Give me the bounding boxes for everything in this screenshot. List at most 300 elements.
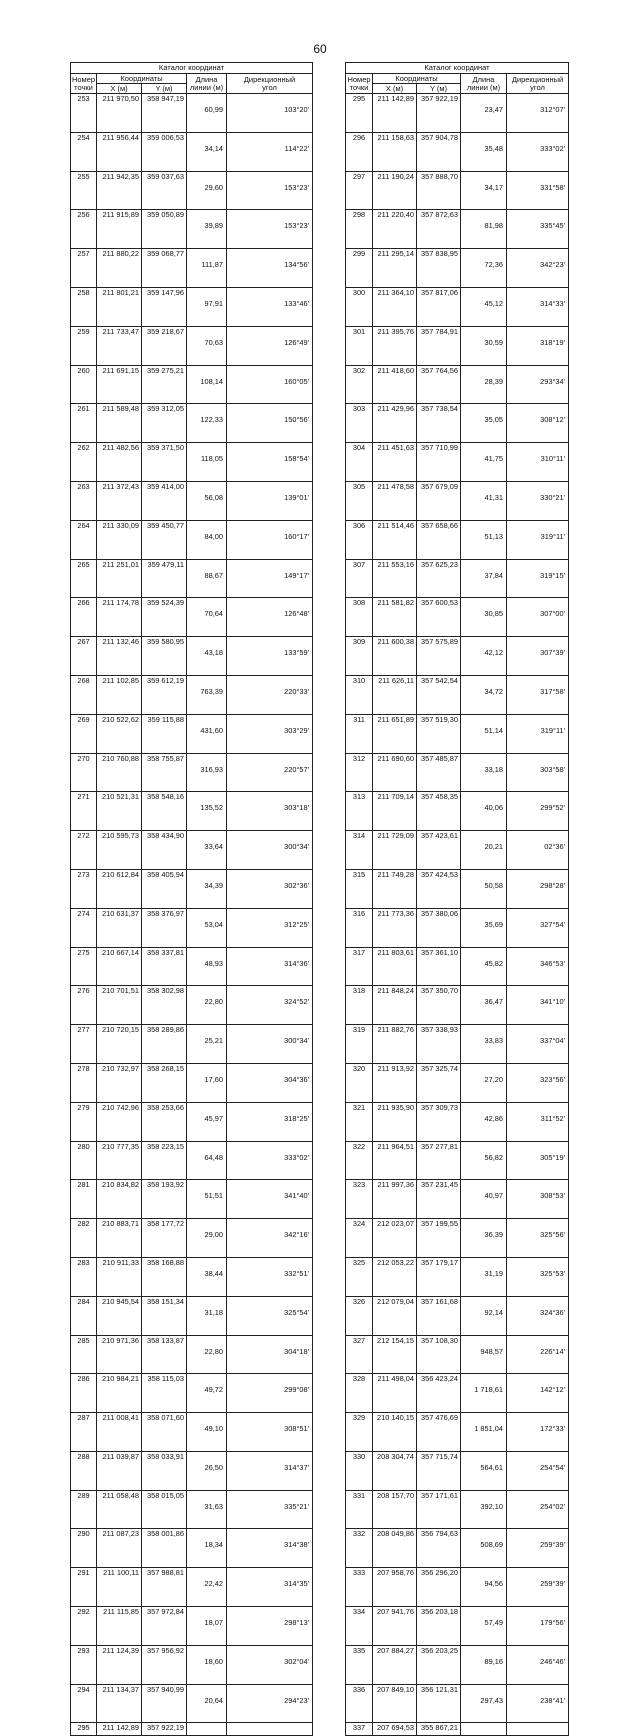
bearing-cell: 299°08': [227, 1374, 313, 1413]
x-coordinate-cell: 211 115,85: [97, 1607, 142, 1646]
point-number-cell: 307: [346, 559, 373, 598]
line-length-cell: 40,06: [461, 792, 507, 831]
line-length-cell: 763,39: [187, 675, 227, 714]
line-length-cell: 53,04: [187, 908, 227, 947]
table-row: [71, 1257, 313, 1296]
y-coordinate-cell: 357 888,70: [417, 171, 461, 210]
line-length-cell: 81,98: [461, 210, 507, 249]
y-coordinate-cell: 357 817,06: [417, 287, 461, 326]
table-row: [346, 1025, 569, 1064]
x-coordinate-cell: 212 023,07: [373, 1219, 417, 1258]
x-coordinate-cell: 211 691,15: [97, 365, 142, 404]
x-coordinate-cell: 211 039,87: [97, 1451, 142, 1490]
point-number-cell: 259: [71, 326, 97, 365]
x-coordinate-cell: 210 834,82: [97, 1180, 142, 1219]
y-coordinate-cell: 358 033,91: [142, 1451, 187, 1490]
table-row: [346, 1180, 569, 1219]
bearing-cell: 314°36': [227, 947, 313, 986]
bearing-cell: 341°10': [507, 986, 569, 1025]
line-length-cell: 25,21: [187, 1025, 227, 1064]
table-row: [71, 1102, 313, 1141]
line-length-cell: 36,47: [461, 986, 507, 1025]
point-number-cell: 304: [346, 443, 373, 482]
x-coordinate-cell: 211 395,76: [373, 326, 417, 365]
y-coordinate-cell: 358 223,15: [142, 1141, 187, 1180]
line-length-cell: 94,56: [461, 1568, 507, 1607]
point-number-cell: 279: [71, 1102, 97, 1141]
coordinate-catalog-right: [345, 62, 569, 1736]
x-coordinate-cell: 211 087,23: [97, 1529, 142, 1568]
bearing-cell: 325°54': [227, 1296, 313, 1335]
x-coordinate-cell: 211 158,63: [373, 132, 417, 171]
line-length-cell: 135,52: [187, 792, 227, 831]
x-coordinate-cell: 210 522,62: [97, 714, 142, 753]
line-length-cell: 22,80: [187, 986, 227, 1025]
y-coordinate-cell: 357 679,09: [417, 481, 461, 520]
y-coordinate-cell: 357 764,56: [417, 365, 461, 404]
point-number-cell: 311: [346, 714, 373, 753]
x-coordinate-cell: 207 884,27: [373, 1645, 417, 1684]
bearing-cell: 325°53': [507, 1257, 569, 1296]
line-length-cell: 20,21: [461, 831, 507, 870]
point-number-cell: 314: [346, 831, 373, 870]
y-coordinate-cell: 359 050,89: [142, 210, 187, 249]
point-number-cell: 260: [71, 365, 97, 404]
point-number-cell: 275: [71, 947, 97, 986]
x-coordinate-cell: 211 498,04: [373, 1374, 417, 1413]
point-number-cell: 266: [71, 598, 97, 637]
bearing-cell: 314°35': [227, 1568, 313, 1607]
table-row: [346, 1374, 569, 1413]
line-length-cell: [461, 1723, 507, 1736]
x-coordinate-cell: 211 803,61: [373, 947, 417, 986]
bearing-cell: 346°53': [507, 947, 569, 986]
point-number-cell: 294: [71, 1684, 97, 1723]
line-length-cell: 33,64: [187, 831, 227, 870]
table-row: [71, 1025, 313, 1064]
point-number-cell: 262: [71, 443, 97, 482]
table-row: [71, 675, 313, 714]
line-length-cell: 56,08: [187, 481, 227, 520]
bearing-cell: 139°01': [227, 481, 313, 520]
bearing-cell: 226°14': [507, 1335, 569, 1374]
bearing-cell: 304°36': [227, 1063, 313, 1102]
line-length-cell: 51,14: [461, 714, 507, 753]
point-number-cell: 306: [346, 520, 373, 559]
x-coordinate-cell: 210 612,84: [97, 869, 142, 908]
bearing-cell: 220°33': [227, 675, 313, 714]
y-coordinate-cell: 359 115,88: [142, 714, 187, 753]
bearing-cell: 302°04': [227, 1645, 313, 1684]
point-number-cell: 295: [346, 94, 373, 133]
line-length-cell: 43,18: [187, 637, 227, 676]
y-coordinate-cell: 357 838,95: [417, 249, 461, 288]
x-coordinate-cell: 211 733,47: [97, 326, 142, 365]
x-coordinate-cell: 210 701,51: [97, 986, 142, 1025]
bearing-cell: 303°29': [227, 714, 313, 753]
point-number-cell: 333: [346, 1568, 373, 1607]
line-length-cell: [187, 1723, 227, 1736]
y-coordinate-cell: 359 006,53: [142, 132, 187, 171]
line-length-cell: 1 718,61: [461, 1374, 507, 1413]
point-number-cell: 326: [346, 1296, 373, 1335]
table-row: [346, 1102, 569, 1141]
bearing-cell: 312°25': [227, 908, 313, 947]
x-coordinate-cell: 211 429,96: [373, 404, 417, 443]
table-row: [346, 1529, 569, 1568]
line-length-cell: 45,97: [187, 1102, 227, 1141]
table-row: [71, 986, 313, 1025]
x-coordinate-cell: 207 958,76: [373, 1568, 417, 1607]
y-coordinate-cell: 358 337,81: [142, 947, 187, 986]
x-coordinate-cell: 210 760,88: [97, 753, 142, 792]
x-coordinate-cell: 211 690,60: [373, 753, 417, 792]
table-row: [71, 1063, 313, 1102]
table-row: [346, 831, 569, 870]
table-row: [71, 1607, 313, 1646]
y-coordinate-cell: 357 485,87: [417, 753, 461, 792]
table-row: [71, 1451, 313, 1490]
table-row: [346, 1607, 569, 1646]
x-coordinate-cell: 211 970,50: [97, 94, 142, 133]
y-coordinate-cell: 358 434,90: [142, 831, 187, 870]
x-coordinate-cell: 210 595,73: [97, 831, 142, 870]
bearing-cell: 337°04': [507, 1025, 569, 1064]
table-row: [71, 365, 313, 404]
point-number-cell: 322: [346, 1141, 373, 1180]
bearing-cell: 333°02': [507, 132, 569, 171]
bearing-cell: 160°05': [227, 365, 313, 404]
table-row: [346, 869, 569, 908]
bearing-cell: 238°41': [507, 1684, 569, 1723]
table-row: [71, 869, 313, 908]
bearing-cell: 303°58': [507, 753, 569, 792]
table-row: [71, 210, 313, 249]
line-length-cell: 60,99: [187, 94, 227, 133]
table-row: [346, 94, 569, 133]
line-length-cell: 431,60: [187, 714, 227, 753]
line-length-cell: 35,05: [461, 404, 507, 443]
bearing-cell: 150°56': [227, 404, 313, 443]
table-row: [71, 520, 313, 559]
point-number-cell: 319: [346, 1025, 373, 1064]
table-row: [346, 1219, 569, 1258]
line-length-cell: 18,07: [187, 1607, 227, 1646]
x-coordinate-cell: 210 911,33: [97, 1257, 142, 1296]
x-header: X (м): [97, 84, 142, 94]
bearing-cell: 305°19': [507, 1141, 569, 1180]
x-coordinate-cell: 211 132,46: [97, 637, 142, 676]
line-length-cell: 20,64: [187, 1684, 227, 1723]
line-length-cell: 108,14: [187, 365, 227, 404]
y-coordinate-cell: 359 414,00: [142, 481, 187, 520]
y-coordinate-cell: 359 450,77: [142, 520, 187, 559]
x-coordinate-cell: 207 694,53: [373, 1723, 417, 1736]
bearing-cell: 319°15': [507, 559, 569, 598]
x-coordinate-cell: 211 553,16: [373, 559, 417, 598]
bearing-cell: 341°40': [227, 1180, 313, 1219]
x-coordinate-cell: 211 142,89: [373, 94, 417, 133]
line-length-cell: 89,16: [461, 1645, 507, 1684]
line-length-cell: 51,51: [187, 1180, 227, 1219]
x-coordinate-cell: 211 915,89: [97, 210, 142, 249]
x-coordinate-cell: 211 964,51: [373, 1141, 417, 1180]
bearing-cell: 220°57': [227, 753, 313, 792]
y-coordinate-cell: 357 988,81: [142, 1568, 187, 1607]
x-coordinate-cell: 211 942,35: [97, 171, 142, 210]
y-coordinate-cell: 359 371,50: [142, 443, 187, 482]
x-coordinate-cell: 208 304,74: [373, 1451, 417, 1490]
table-row: [346, 404, 569, 443]
line-length-cell: 33,83: [461, 1025, 507, 1064]
bearing-cell: 310°11': [507, 443, 569, 482]
point-number-cell: 295: [71, 1723, 97, 1736]
line-length-cell: 564,61: [461, 1451, 507, 1490]
point-number-cell: 286: [71, 1374, 97, 1413]
line-length-cell: 316,93: [187, 753, 227, 792]
line-length-cell: 45,82: [461, 947, 507, 986]
point-number-cell: 320: [346, 1063, 373, 1102]
y-coordinate-cell: 357 179,17: [417, 1257, 461, 1296]
line-length-cell: 41,31: [461, 481, 507, 520]
bearing-cell: 254°02': [507, 1490, 569, 1529]
x-coordinate-cell: 211 589,48: [97, 404, 142, 443]
bearing-cell: 318°25': [227, 1102, 313, 1141]
line-length-cell: 42,86: [461, 1102, 507, 1141]
y-coordinate-cell: 357 625,23: [417, 559, 461, 598]
x-coordinate-cell: 211 174,78: [97, 598, 142, 637]
y-coordinate-cell: 357 872,63: [417, 210, 461, 249]
x-coordinate-cell: 211 102,85: [97, 675, 142, 714]
bearing-header: Дирекционный угол: [507, 74, 569, 94]
x-coordinate-cell: 210 667,14: [97, 947, 142, 986]
point-number-cell: 305: [346, 481, 373, 520]
point-number-cell: 334: [346, 1607, 373, 1646]
point-number-cell: 283: [71, 1257, 97, 1296]
point-number-cell: 316: [346, 908, 373, 947]
x-coordinate-cell: 212 053,22: [373, 1257, 417, 1296]
point-number-cell: 282: [71, 1219, 97, 1258]
point-number-cell: 327: [346, 1335, 373, 1374]
line-length-cell: 92,14: [461, 1296, 507, 1335]
table-row: [71, 947, 313, 986]
x-coordinate-cell: 211 514,46: [373, 520, 417, 559]
line-length-cell: 392,10: [461, 1490, 507, 1529]
point-number-cell: 264: [71, 520, 97, 559]
y-coordinate-cell: 359 275,21: [142, 365, 187, 404]
x-coordinate-cell: 208 157,70: [373, 1490, 417, 1529]
y-coordinate-cell: 357 738,54: [417, 404, 461, 443]
line-length-cell: 22,80: [187, 1335, 227, 1374]
point-number-cell: 324: [346, 1219, 373, 1258]
point-number-cell: 332: [346, 1529, 373, 1568]
y-coordinate-cell: 359 479,11: [142, 559, 187, 598]
table-row: [346, 1451, 569, 1490]
point-number-cell: 254: [71, 132, 97, 171]
table-row: [71, 287, 313, 326]
point-number-cell: 289: [71, 1490, 97, 1529]
table-row: [346, 598, 569, 637]
line-length-cell: 27,20: [461, 1063, 507, 1102]
catalog-caption: Каталог координат: [71, 63, 313, 74]
x-coordinate-cell: 211 482,56: [97, 443, 142, 482]
y-coordinate-cell: 358 151,34: [142, 1296, 187, 1335]
point-number-cell: 301: [346, 326, 373, 365]
table-row: [71, 1180, 313, 1219]
table-row: [346, 1568, 569, 1607]
y-coordinate-cell: 358 177,72: [142, 1219, 187, 1258]
bearing-cell: 324°52': [227, 986, 313, 1025]
point-number-cell: 297: [346, 171, 373, 210]
table-row: [346, 908, 569, 947]
line-length-cell: 41,75: [461, 443, 507, 482]
y-coordinate-cell: 358 253,66: [142, 1102, 187, 1141]
y-coordinate-cell: 357 277,81: [417, 1141, 461, 1180]
y-coordinate-cell: 357 458,35: [417, 792, 461, 831]
y-coordinate-cell: 357 199,55: [417, 1219, 461, 1258]
point-number-cell: 273: [71, 869, 97, 908]
point-number-cell: 315: [346, 869, 373, 908]
bearing-cell: 330°21': [507, 481, 569, 520]
table-row: [346, 1645, 569, 1684]
point-number-cell: 299: [346, 249, 373, 288]
x-coordinate-cell: 211 372,43: [97, 481, 142, 520]
bearing-cell: 311°52': [507, 1102, 569, 1141]
line-length-cell: 72,36: [461, 249, 507, 288]
bearing-cell: 307°39': [507, 637, 569, 676]
bearing-cell: 133°59': [227, 637, 313, 676]
x-coordinate-cell: 211 134,37: [97, 1684, 142, 1723]
x-coordinate-cell: 211 418,60: [373, 365, 417, 404]
bearing-cell: 308°51': [227, 1413, 313, 1452]
table-row: [71, 1141, 313, 1180]
bearing-cell: 293°34': [507, 365, 569, 404]
line-length-cell: 48,93: [187, 947, 227, 986]
y-coordinate-cell: 357 171,61: [417, 1490, 461, 1529]
point-number-cell: 325: [346, 1257, 373, 1296]
y-coordinate-cell: 357 338,93: [417, 1025, 461, 1064]
line-length-header: Длина линии (м): [187, 74, 227, 94]
bearing-cell: 335°45': [507, 210, 569, 249]
table-row: [346, 1413, 569, 1452]
x-coordinate-cell: 211 848,24: [373, 986, 417, 1025]
y-coordinate-cell: 358 548,16: [142, 792, 187, 831]
point-number-cell: 269: [71, 714, 97, 753]
x-coordinate-cell: 210 984,21: [97, 1374, 142, 1413]
y-coordinate-cell: 359 580,95: [142, 637, 187, 676]
table-row: [71, 753, 313, 792]
y-coordinate-cell: 358 947,19: [142, 94, 187, 133]
line-length-cell: 118,05: [187, 443, 227, 482]
y-coordinate-cell: 358 302,98: [142, 986, 187, 1025]
bearing-cell: 172°33': [507, 1413, 569, 1452]
bearing-cell: 335°21': [227, 1490, 313, 1529]
point-number-cell: 308: [346, 598, 373, 637]
y-coordinate-cell: 357 380,06: [417, 908, 461, 947]
y-coordinate-cell: 358 071,60: [142, 1413, 187, 1452]
line-length-cell: 51,13: [461, 520, 507, 559]
point-number-cell: 263: [71, 481, 97, 520]
bearing-cell: [227, 1723, 313, 1736]
line-length-cell: 42,12: [461, 637, 507, 676]
line-length-cell: 508,69: [461, 1529, 507, 1568]
table-row: [346, 753, 569, 792]
bearing-cell: 134°56': [227, 249, 313, 288]
y-coordinate-cell: 359 218,67: [142, 326, 187, 365]
y-coordinate-cell: 359 147,96: [142, 287, 187, 326]
line-length-cell: 28,39: [461, 365, 507, 404]
table-row: [346, 637, 569, 676]
bearing-cell: 294°23': [227, 1684, 313, 1723]
line-length-cell: 35,48: [461, 132, 507, 171]
line-length-cell: 39,89: [187, 210, 227, 249]
table-row: [346, 1296, 569, 1335]
x-coordinate-cell: 211 330,09: [97, 520, 142, 559]
bearing-cell: 319°11': [507, 520, 569, 559]
table-row: [71, 171, 313, 210]
table-row: [71, 1723, 313, 1736]
point-number-cell: 257: [71, 249, 97, 288]
table-row: [346, 326, 569, 365]
point-number-cell: 317: [346, 947, 373, 986]
table-row: [346, 986, 569, 1025]
point-number-cell: 277: [71, 1025, 97, 1064]
y-coordinate-cell: 357 542,54: [417, 675, 461, 714]
table-row: [346, 249, 569, 288]
x-coordinate-cell: 210 742,96: [97, 1102, 142, 1141]
y-header: Y (м): [142, 84, 187, 94]
table-row: [71, 1335, 313, 1374]
line-length-cell: 297,43: [461, 1684, 507, 1723]
line-length-cell: 34,39: [187, 869, 227, 908]
table-row: [346, 1684, 569, 1723]
x-coordinate-cell: 211 190,24: [373, 171, 417, 210]
x-coordinate-cell: 211 749,28: [373, 869, 417, 908]
x-coordinate-cell: 211 729,09: [373, 831, 417, 870]
line-length-cell: 34,14: [187, 132, 227, 171]
line-length-cell: 35,69: [461, 908, 507, 947]
y-coordinate-cell: 357 108,30: [417, 1335, 461, 1374]
bearing-cell: 342°16': [227, 1219, 313, 1258]
point-number-cell: 309: [346, 637, 373, 676]
bearing-cell: 298°28': [507, 869, 569, 908]
bearing-cell: 142°12': [507, 1374, 569, 1413]
bearing-cell: 298°13': [227, 1607, 313, 1646]
line-length-cell: 948,57: [461, 1335, 507, 1374]
line-length-cell: 84,00: [187, 520, 227, 559]
bearing-cell: 323°56': [507, 1063, 569, 1102]
y-coordinate-cell: 358 755,87: [142, 753, 187, 792]
line-length-cell: 31,18: [187, 1296, 227, 1335]
table-row: [71, 94, 313, 133]
line-length-cell: 56,82: [461, 1141, 507, 1180]
y-coordinate-cell: 357 575,89: [417, 637, 461, 676]
bearing-cell: 179°56': [507, 1607, 569, 1646]
table-row: [346, 1063, 569, 1102]
y-coordinate-cell: 359 312,05: [142, 404, 187, 443]
table-row: [71, 404, 313, 443]
line-length-cell: 38,44: [187, 1257, 227, 1296]
line-length-cell: 33,18: [461, 753, 507, 792]
bearing-cell: 331°58': [507, 171, 569, 210]
point-number-header: Номер точки: [71, 74, 96, 92]
point-number-cell: 335: [346, 1645, 373, 1684]
bearing-cell: 158°54': [227, 443, 313, 482]
point-number-cell: 330: [346, 1451, 373, 1490]
x-coordinate-cell: 211 913,92: [373, 1063, 417, 1102]
x-coordinate-cell: 210 140,15: [373, 1413, 417, 1452]
bearing-cell: 314°33': [507, 287, 569, 326]
